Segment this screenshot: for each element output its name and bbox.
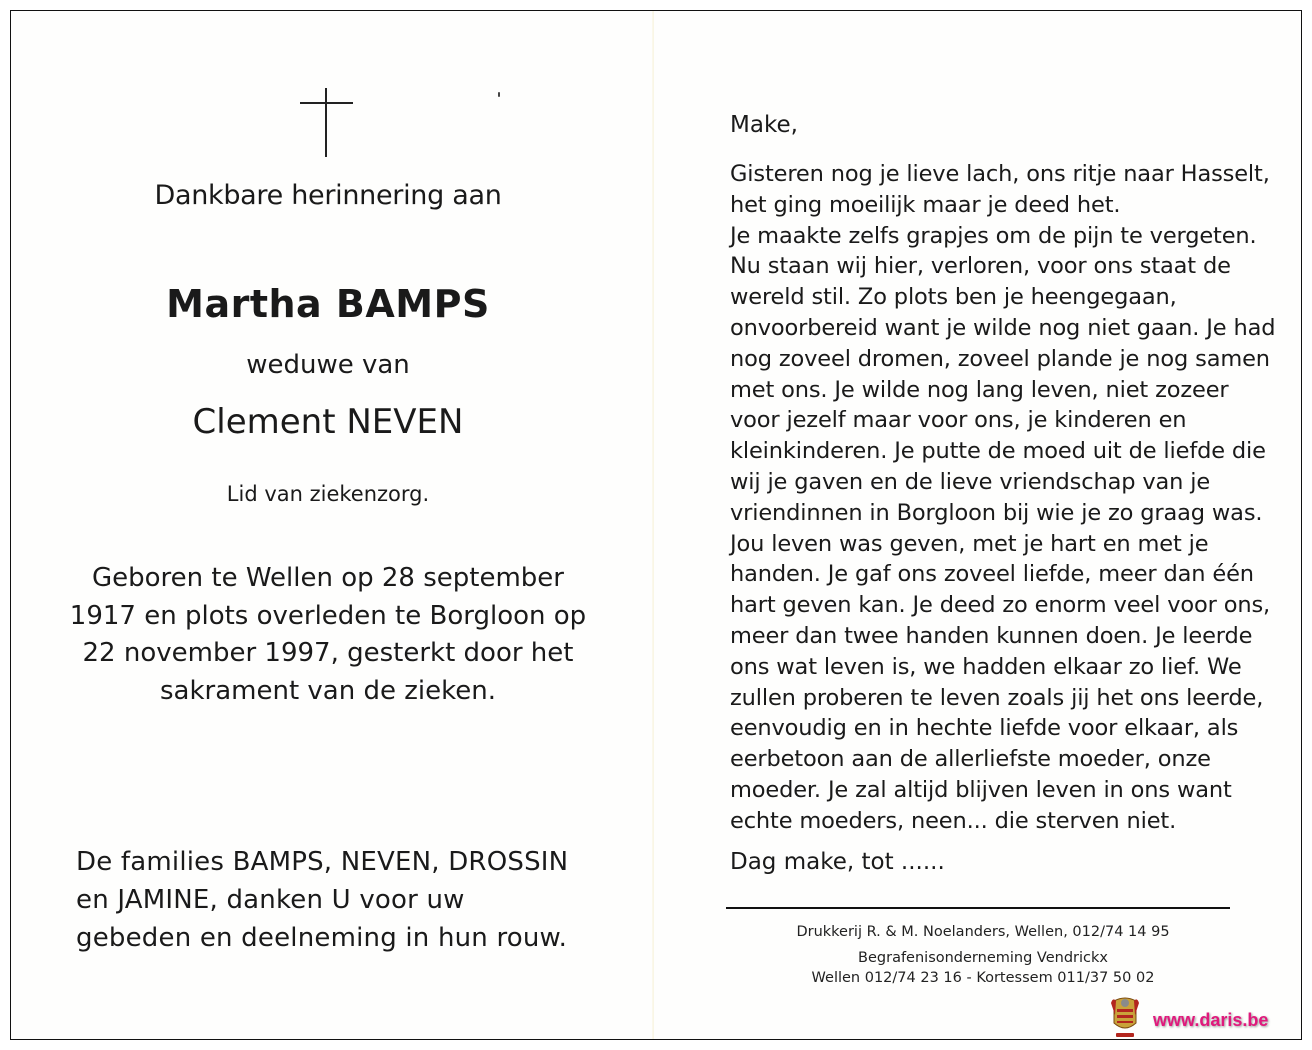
biography [0, 560, 656, 710]
card-fold [652, 11, 654, 1039]
poem [730, 159, 1275, 837]
poem-line: wij je gaven en de lieve vriendschap van je [730, 468, 1211, 495]
coat-of-arms-icon [1110, 995, 1140, 1039]
cross-icon [300, 88, 353, 157]
divider-rule [726, 907, 1230, 909]
poem-line: onvoorbereid want je wilde nog niet gaan. Je had [730, 314, 1276, 341]
poem-line: vriendinnen in Borgloon bij wie je zo graag was. [730, 499, 1263, 526]
poem-line: meer dan twee handen kunnen doen. Je leerde [730, 622, 1253, 649]
biography-line: 22 november 1997, gesterkt door het [82, 638, 574, 668]
poem-line: hart geven kan. Je deed zo enorm veel voor ons, [730, 592, 1271, 619]
families-thanks [76, 843, 568, 957]
poem-line: zullen proberen te leven zoals jij het ons leerde, [730, 684, 1264, 711]
poem-line: eerbetoon aan de allerliefste moeder, onze [730, 746, 1211, 773]
poem-line: Gisteren nog je lieve lach, ons ritje naar Hasselt, [730, 161, 1270, 187]
relation-text: weduwe van [246, 350, 410, 380]
closing-line: Dag make, tot ...... [730, 849, 945, 875]
biography-line: Geboren te Wellen op 28 september [91, 563, 564, 593]
biography-line: sakrament van de zieken. [160, 675, 496, 706]
print-speck [498, 92, 500, 97]
families-line: gebeden en deelneming in hun rouw. [76, 923, 568, 953]
watermark-link[interactable]: www.daris.be [1153, 1010, 1269, 1030]
poem-line: kleinkinderen. Je putte de moed uit de liefde die [730, 438, 1266, 465]
poem-line: eenvoudig en in hechte liefde voor elkaar, als [730, 715, 1239, 742]
spouse-name: Clement NEVEN [192, 402, 464, 442]
salutation: Make, [730, 112, 798, 138]
poem-line: wereld stil. Zo plots ben je heengegaan, [730, 284, 1177, 311]
membership-text: Lid van ziekenzorg. [226, 482, 430, 506]
poem-line: Nu staan wij hier, verloren, voor ons staat de [730, 253, 1231, 280]
poem-line: nog zoveel dromen, zoveel plande je nog samen [730, 345, 1270, 372]
poem-line: handen. Je gaf ons zoveel liefde, meer dan één [730, 561, 1254, 588]
deceased-name: Martha BAMPS [166, 282, 490, 326]
funeral-home: Begrafenisonderneming Vendrickx [858, 950, 1108, 966]
poem-line: met ons. Je wilde nog lang leven, niet zozeer [730, 376, 1229, 403]
poem-line: echte moeders, neen... die sterven niet. [730, 807, 1177, 834]
poem-line: het ging moeilijk maar je deed het. [730, 191, 1121, 218]
families-line: De families BAMPS, NEVEN, DROSSIN [76, 847, 569, 877]
poem-line: ons wat leven is, we hadden elkaar zo lief. We [730, 653, 1242, 680]
credits [730, 922, 1236, 988]
poem-line: Jou leven was geven, met je hart en met je [730, 530, 1209, 557]
intro-text: Dankbare herinnering aan [154, 180, 502, 211]
printer-credit: Drukkerij R. & M. Noelanders, Wellen, 012/74 14 95 [796, 924, 1170, 940]
poem-line: moeder. Je zal altijd blijven leven in ons want [730, 776, 1232, 803]
families-line: en JAMINE, danken U voor uw [76, 885, 465, 915]
poem-line: Je maakte zelfs grapjes om de pijn te vergeten. [730, 222, 1257, 249]
biography-line: 1917 en plots overleden te Borgloon op [69, 600, 587, 631]
poem-line: voor jezelf maar voor ons, je kinderen en [730, 407, 1187, 434]
funeral-home-phones: Wellen 012/74 23 16 - Kortessem 011/37 50 02 [811, 970, 1155, 986]
